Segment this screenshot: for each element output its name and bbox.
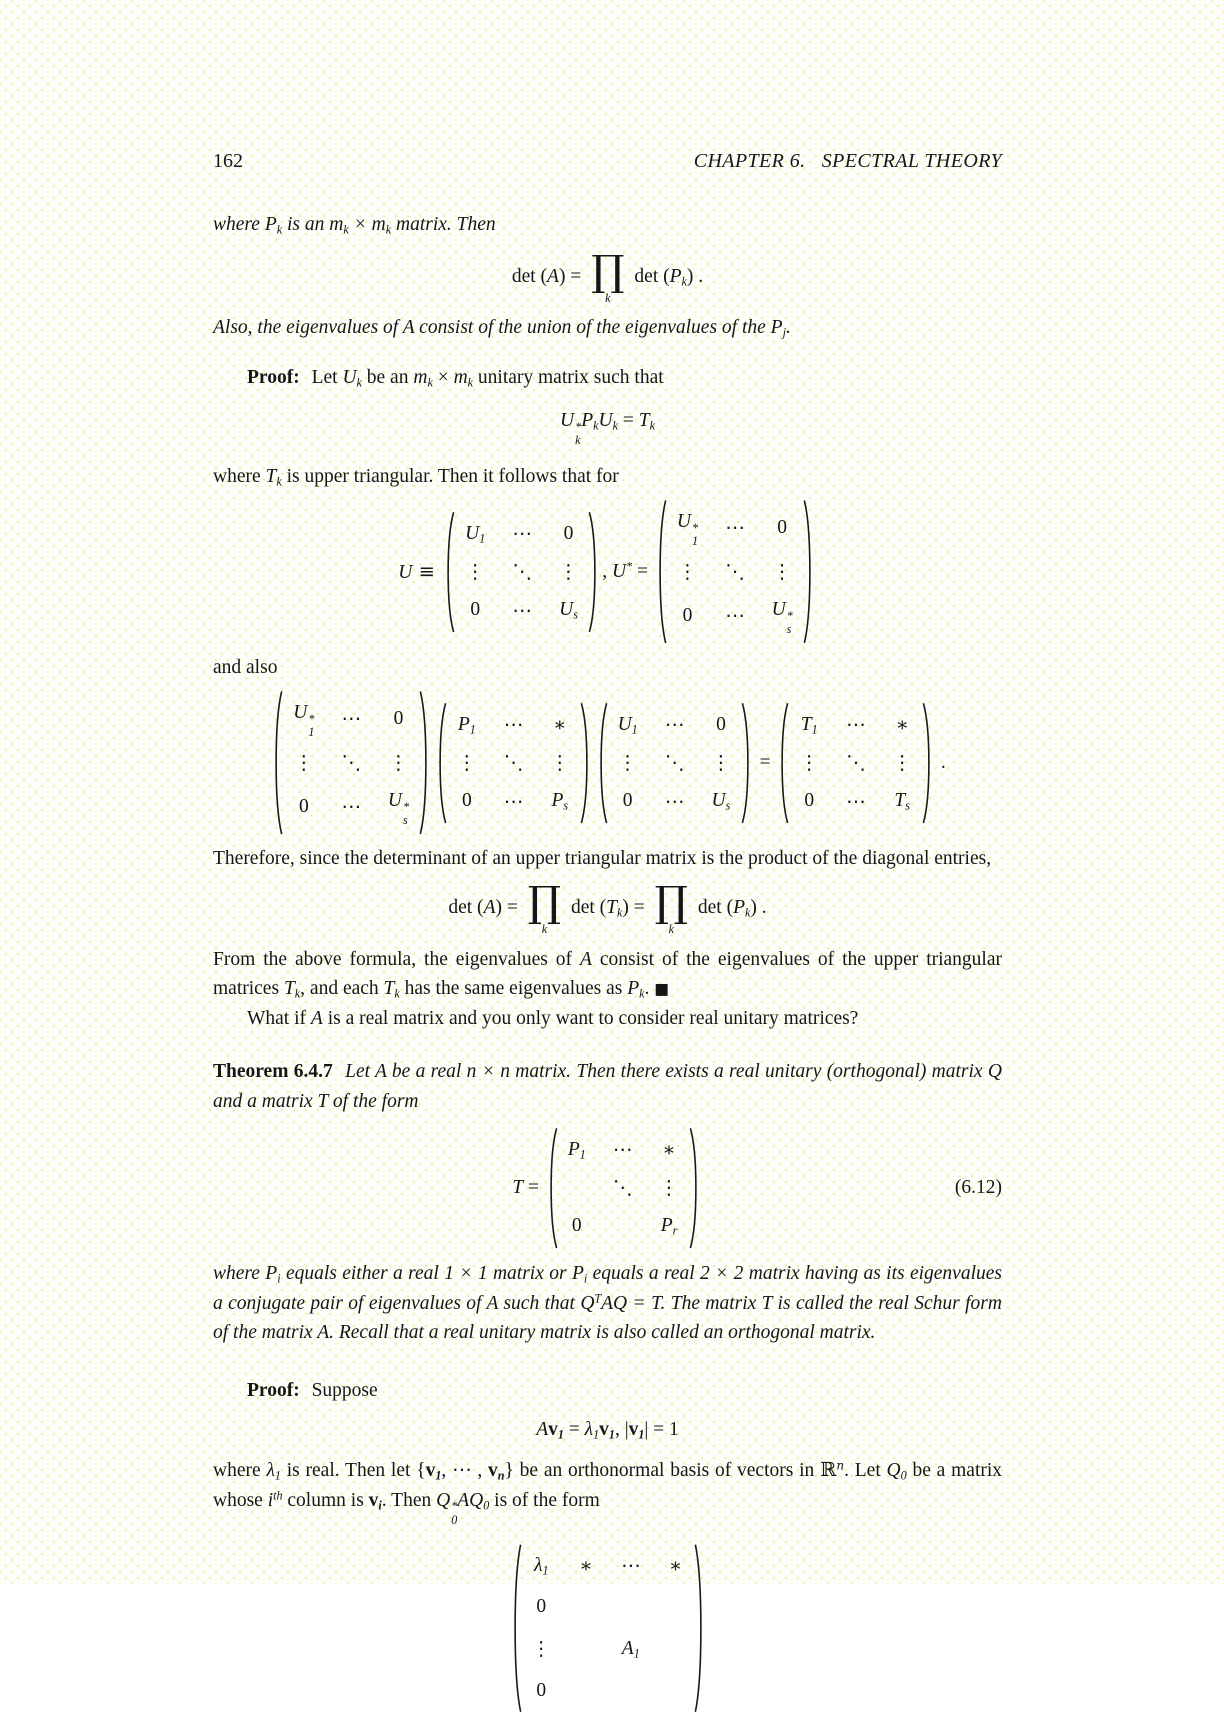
chapter-title: CHAPTER 6. SPECTRAL THEORY — [693, 150, 1002, 172]
proof-opening-line: Proof: Let $U_k$ be an $m_k \times m_k$ unitary matrix such that — [247, 366, 664, 390]
display-four-matrix-product — [213, 690, 1002, 835]
equation-text: $Av_1 = \lambda_1v_1$, $|v_1| = 1$ — [536, 1419, 679, 1443]
matrix-real-schur-T: $P_1$ ⋯ ∗ ⋱ ⋮ 0 $P_r$ — [547, 1127, 700, 1249]
theorem-6-4-7: Theorem 6.4.7 Let A be a real n × n matrix. Then there exists a real unitary (orthogonal) matrix Q and a matrix T of the form — [213, 1061, 1002, 1113]
matrix-lambda-A1: $\lambda_1$ ∗ ⋯ ∗ 0 ⋮ $A_1$ 0 — [511, 1543, 705, 1713]
display-block-diagonal-U — [213, 499, 1002, 644]
matrix-U: $U_1$ ⋯ 0 ⋮ ⋱ ⋮ 0 ⋯ $U_s$ — [597, 702, 752, 824]
page-content — [213, 210, 1002, 1713]
equation-unitary-similarity — [213, 406, 1002, 447]
question-line: What if A is a real matrix and you only want to consider real unitary matrices? — [247, 1007, 859, 1029]
equals-sign: = — [754, 752, 776, 774]
equation-det-product — [213, 246, 1002, 305]
proof-suppose-line: Proof: Suppose — [247, 1379, 378, 1401]
matrix-U: $U_1$ ⋯ 0 ⋮ ⋱ ⋮ 0 ⋯ $U_s$ — [444, 511, 599, 633]
period: . — [935, 752, 946, 774]
determinant-paragraph: Therefore, since the determinant of an upper triangular matrix is the product of the diagonal entries, — [213, 847, 992, 869]
matrix-U-star: U * 1 ⋯ 0 ⋮ ⋱ ⋮ 0 ⋯ U * s — [656, 499, 814, 644]
page-header — [213, 146, 1002, 176]
equation-number-6-12: (6.12) — [954, 1176, 1002, 1198]
also-eigenvalues-line: Also, the eigenvalues of A consist of the union of the eigenvalues of the $P_j$. — [213, 317, 791, 340]
display-final-block-matrix — [213, 1543, 1002, 1713]
equation-text: det (A) = ∏ k $\det (T_k)$ = ∏ k $\det (P_k)$ . — [448, 877, 767, 937]
matrix-P: $P_1$ ⋯ ∗ ⋮ ⋱ ⋮ 0 ⋯ $P_s$ — [436, 702, 591, 824]
equation-eigenvector — [213, 1415, 1002, 1445]
matrix-U-star: U * 1 ⋯ 0 ⋮ ⋱ ⋮ 0 ⋯ U * s — [272, 690, 430, 835]
and-also-line: and also — [213, 656, 278, 678]
eigenvalues-conclusion-paragraph: From the above formula, the eigenvalues of A consist of the eigenvalues of the upper triangular matrices $T_k$, and each $T_k$ has the same eigenvalues as $P_k$. ■ — [213, 948, 1002, 1001]
matrix-T: $T_1$ ⋯ ∗ ⋮ ⋱ ⋮ 0 ⋯ $T_s$ — [778, 702, 933, 824]
page-number: 162 — [213, 150, 243, 172]
orthonormal-basis-paragraph: where $\lambda_1$ is real. Then let {$v_1$, ⋯ , $v_n$} be an orthonormal basis of vectors in ℝ$^n$. Let $Q_0$ be a matrix whose $i^{th}$ column is $v_i$. Then Q * 0 $AQ_0$ is of the form — [213, 1458, 1003, 1527]
equation-det-TP — [213, 877, 1002, 937]
upper-triangular-line: where $T_k$ is upper triangular. Then it follows that for — [213, 465, 619, 489]
equation-text: U ≡ — [398, 559, 442, 583]
equation-text: U * k $P_kU_k = T_k$ — [560, 410, 655, 448]
schur-form-paragraph: where $P_i$ equals either a real 1 × 1 matrix or $P_i$ equals a real 2 × 2 matrix having as its eigenvalues a conjugate pair of eigenvalues of A such that $Q^TAQ = T$. The matrix T is called the real Schur form of the matrix A. Recall that a real unitary matrix is also called an orthogonal matrix. — [213, 1262, 1002, 1344]
display-equation-6-12 — [213, 1127, 1002, 1249]
intro-line: where $P_k$ is an $m_k \times m_k$ matrix. Then — [213, 214, 496, 238]
equation-text: , U* = — [602, 559, 653, 583]
equation-text: T = — [512, 1176, 544, 1198]
equation-text: det (A) = ∏ k $\det (P_k)$ . — [511, 246, 704, 305]
